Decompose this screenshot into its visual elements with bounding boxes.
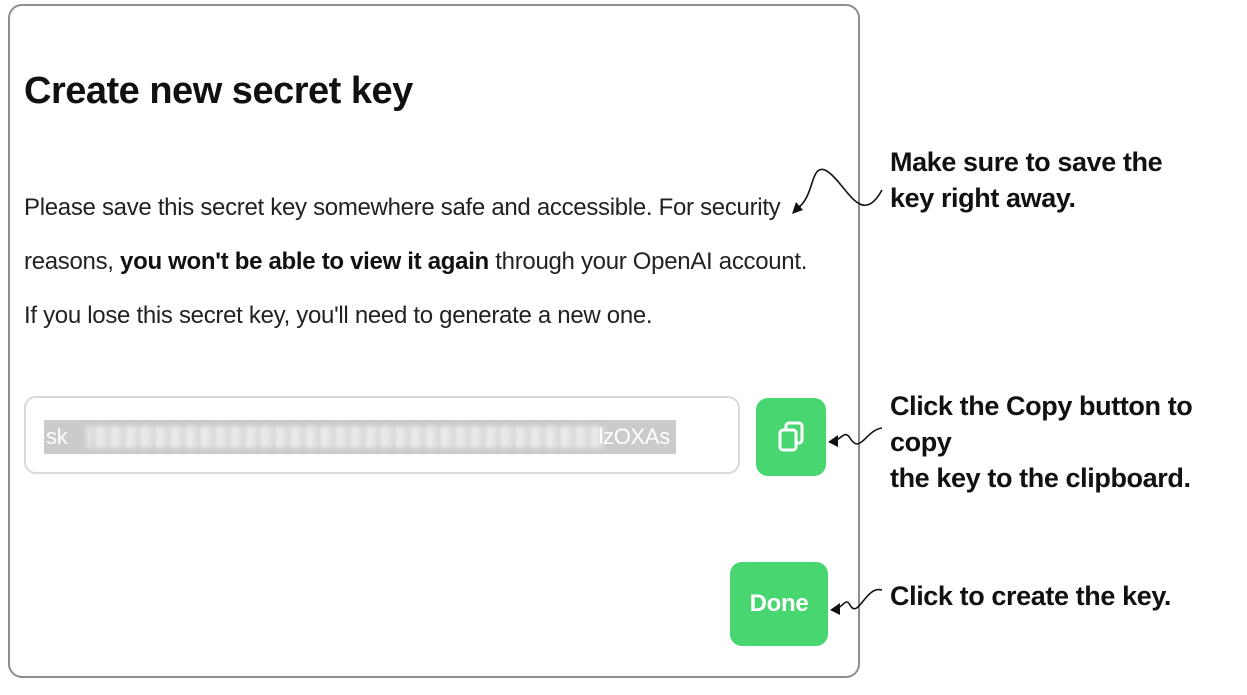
annotation-save-key (890, 144, 1162, 216)
copy-button[interactable] (756, 398, 826, 476)
message-text-start: Please save this secret key somewhere safe and accessible. For security reasons, (24, 194, 781, 275)
annotation-done (890, 578, 1171, 614)
annotation-copy-line2: the key to the clipboard. (890, 463, 1191, 493)
annotation-copy-line1: Click the Copy button to copy (890, 391, 1193, 457)
annotation-done-line1: Click to create the key. (890, 581, 1172, 611)
annotation-copy (890, 388, 1247, 496)
done-button[interactable]: Done (730, 562, 828, 646)
dialog-title: Create new secret key (24, 70, 413, 112)
copy-icon (776, 420, 806, 454)
secret-key-field[interactable] (24, 396, 740, 474)
secret-key-suffix: lzOXAs (598, 424, 670, 449)
dialog-message (24, 181, 824, 343)
annotation-save-line1: Make sure to save the (890, 147, 1163, 177)
message-text-end: through your OpenAI account. If you lose this secret key, you'll need to generate a new one. (24, 248, 808, 329)
secret-key-redacted (86, 426, 606, 448)
secret-key-selection (44, 420, 676, 454)
annotation-save-line2: key right away. (890, 183, 1076, 213)
secret-key-prefix: sk (46, 424, 68, 449)
create-secret-key-dialog (8, 4, 860, 678)
message-text-bold: you won't be able to view it again (120, 248, 489, 275)
